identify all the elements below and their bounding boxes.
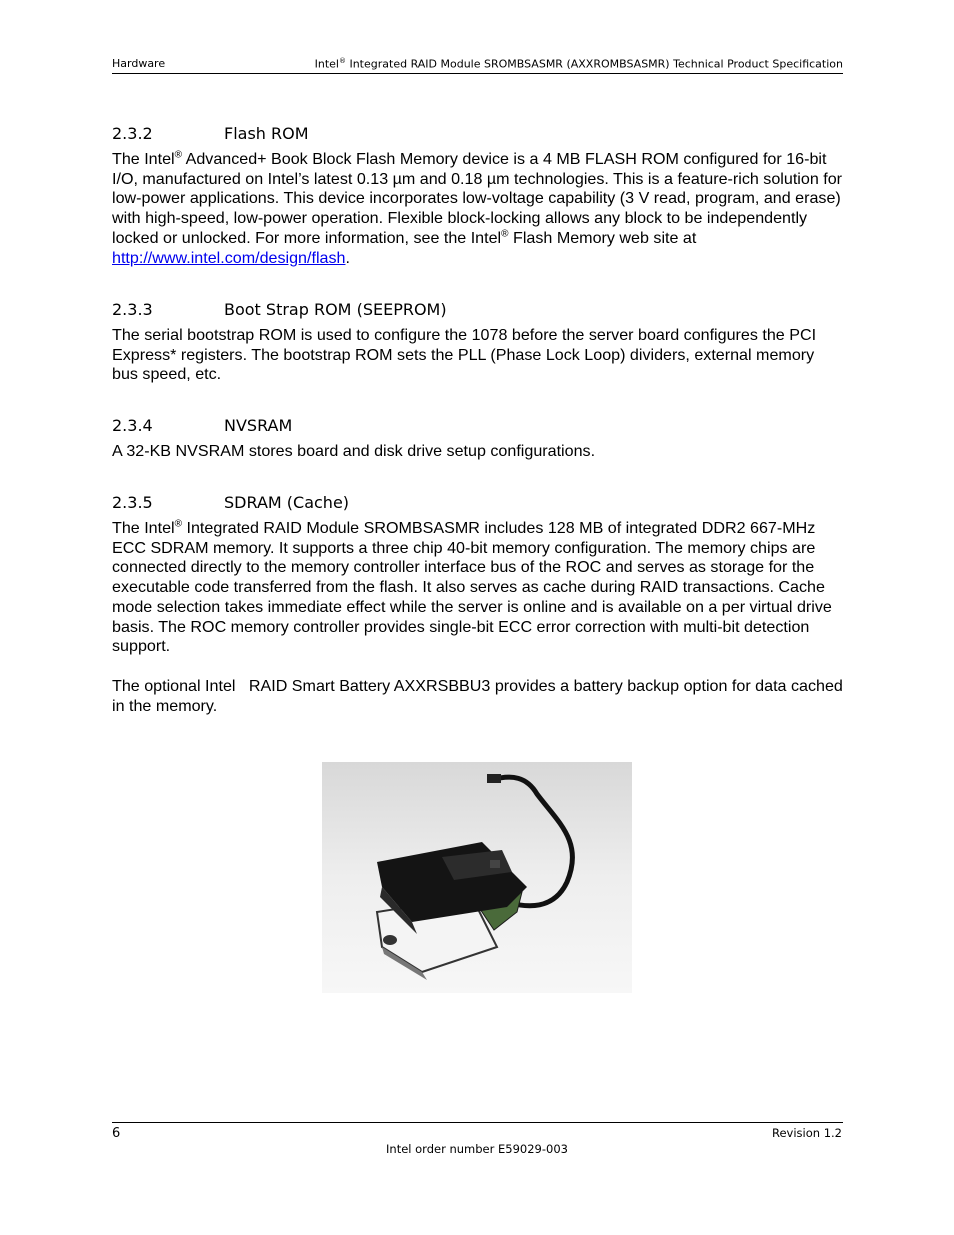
section-number: 2.3.4 xyxy=(112,416,153,435)
section-title: NVSRAM xyxy=(224,416,293,435)
battery-paragraph: The optional Intel RAID Smart Battery AXXRSBBU3 provides a battery backup option for data cached in the memory. xyxy=(112,676,848,715)
footer-rule xyxy=(112,1122,843,1123)
section-sdram-cache xyxy=(112,492,848,716)
revision-label: Revision 1.2 xyxy=(771,1126,842,1140)
section-nvsram xyxy=(112,415,843,462)
section-heading xyxy=(112,299,843,321)
section-heading xyxy=(112,415,843,437)
section-heading xyxy=(112,123,843,145)
page-number: 6 xyxy=(112,1126,121,1141)
section-flash-rom xyxy=(112,123,843,268)
raid-smart-battery-photo xyxy=(322,762,632,993)
section-title: Flash ROM xyxy=(224,124,309,143)
order-number: Intel order number E59029-003 xyxy=(386,1142,568,1156)
header-rule xyxy=(112,73,843,74)
section-number: 2.3.2 xyxy=(112,124,153,143)
section-paragraph: The serial bootstrap ROM is used to configure the 1078 before the server board configures the PCI Express* registers. The bootstrap ROM sets the PLL (Phase Lock Loop) dividers, external memory bus speed, etc. xyxy=(112,326,817,384)
header-doc-title: Intel® Integrated RAID Module SROMBSASMR (AXXROMBSASMR) Technical Product Specification xyxy=(314,57,843,71)
battery-illustration xyxy=(322,762,632,993)
header-chapter: Hardware xyxy=(112,57,166,70)
section-paragraph: The Intel® Advanced+ Book Block Flash Memory device is a 4 MB FLASH ROM configured for 16-bit I/O, manufactured on Intel’s latest 0.13 µm and 0.18 µm technologies. This is a feature-rich solution for low-power applications. This device incorporates low-voltage capability (3 V read, program, and erase) with high-speed, low-power operation. Flexible block-locking allows any block to be independently locked or unlocked. For more information, see the Intel® Flash Memory web site at http://www.intel.com/design/flash. xyxy=(112,149,843,267)
section-paragraph: A 32-KB NVSRAM stores board and disk drive setup configurations. xyxy=(112,442,596,460)
flash-memory-link[interactable]: http://www.intel.com/design/flash xyxy=(112,248,346,267)
section-heading xyxy=(112,492,843,514)
section-title: SDRAM (Cache) xyxy=(224,493,350,512)
section-boot-strap-rom xyxy=(112,299,843,385)
page-header xyxy=(112,57,843,73)
section-paragraph: The Intel® Integrated RAID Module SROMBSASMR includes 128 MB of integrated DDR2 667-MHz ECC SDRAM memory. It supports a three chip 40-bit memory configuration. The memory chips are connected directly to the memory controller interface bus of the ROC and serves as storage for the executable code transferred from the flash. It also serves as cache during RAID transactions. Cache mode selection takes immediate effect while the server is online and is available on a per virtual drive basis. The ROC memory controller provides single-bit ECC error correction with multi-bit detection support. xyxy=(112,518,832,656)
section-number: 2.3.3 xyxy=(112,300,153,319)
section-title: Boot Strap ROM (SEEPROM) xyxy=(224,300,447,319)
section-number: 2.3.5 xyxy=(112,493,153,512)
